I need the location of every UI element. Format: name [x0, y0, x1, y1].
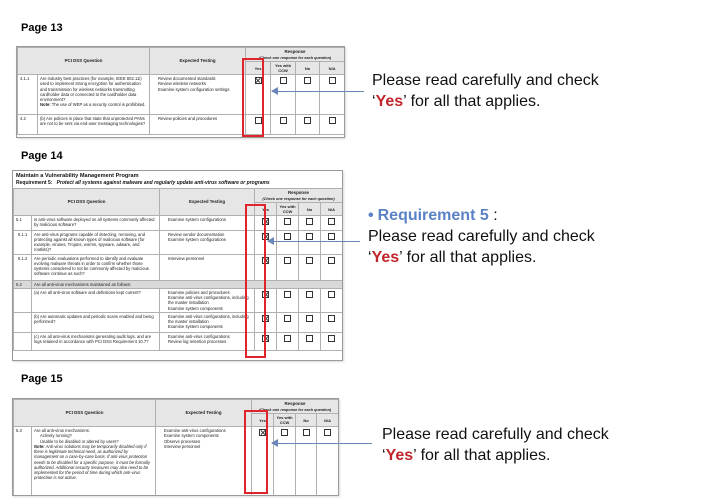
- row-number: 5.1.2: [14, 254, 32, 280]
- row-testing: • Examine system configurations: [160, 216, 255, 231]
- row-question: Are all anti-virus mechanisms maintained as follows:: [32, 280, 343, 288]
- na-checkbox[interactable]: [329, 117, 336, 124]
- page-14-document: [12, 170, 343, 361]
- header-yes: Yes: [255, 203, 277, 216]
- page-15-label: Page 15: [21, 373, 63, 385]
- yes-ccw-checkbox[interactable]: [284, 218, 291, 225]
- page-15-table: [13, 399, 339, 496]
- table-row: [14, 427, 339, 496]
- header-response: Response (Check one response for each question): [255, 189, 343, 203]
- no-checkbox[interactable]: [304, 117, 311, 124]
- header-na: N/A: [320, 62, 345, 75]
- no-checkbox[interactable]: [306, 233, 313, 240]
- table-row: [14, 288, 343, 312]
- row-testing: • Examine anti-virus configurations • Review log retention processes: [160, 332, 255, 350]
- page-13-document: [16, 46, 345, 138]
- na-checkbox[interactable]: [328, 335, 335, 342]
- yes-ccw-checkbox[interactable]: [280, 77, 287, 84]
- header-question: PCI DSS Question: [14, 189, 160, 216]
- page-14-table: [13, 188, 343, 351]
- table-row: [14, 254, 343, 280]
- bullet-icon: •: [368, 207, 374, 224]
- na-checkbox[interactable]: [328, 257, 335, 264]
- no-checkbox[interactable]: [306, 335, 313, 342]
- row-testing: • Examine anti-virus configurations • Examine system components • Observe processes • Interview personnel: [156, 427, 252, 496]
- table-row: [14, 230, 343, 254]
- page-14-label: Page 14: [21, 150, 63, 162]
- table-row: [14, 332, 343, 350]
- na-checkbox[interactable]: [328, 233, 335, 240]
- header-response: Response (Check one response for each question): [246, 48, 345, 62]
- callout-line-2: ‘Yes’ for all that applies.: [368, 249, 537, 266]
- header-response: Response (Check one response for each question): [252, 400, 339, 414]
- arrow-icon: [268, 241, 360, 242]
- table-row: [18, 115, 345, 135]
- row-question: Are all anti-virus mechanisms: • Actively running? • Unable to be disabled or altered by users? Note: Anti-virus solutions may be temporarily disabled only if there is legitimate technical need, as authorized by management on a case-by-case basis. If anti-virus protection needs to be disabled for a specific purpose, it must be formally authorized. Additional security measures may also need to be implemented for the period of time during which anti-virus protection is not active.: [32, 427, 156, 496]
- header-no: No: [296, 414, 317, 427]
- table-row: [14, 280, 343, 288]
- na-checkbox[interactable]: [324, 429, 331, 436]
- arrow-icon: [272, 443, 372, 444]
- na-checkbox[interactable]: [328, 291, 335, 298]
- header-no: No: [299, 203, 321, 216]
- callout-line-2: ‘Yes’ for all that applies.: [372, 93, 541, 110]
- row-testing: • Interview personnel: [160, 254, 255, 280]
- yes-ccw-checkbox[interactable]: [284, 257, 291, 264]
- header-no: No: [296, 62, 320, 75]
- header-testing: Expected Testing: [156, 400, 252, 427]
- row-question: (b) Are automatic updates and periodic scans enabled and being performed?: [32, 312, 160, 332]
- yes-ccw-checkbox[interactable]: [284, 315, 291, 322]
- yes-ccw-checkbox[interactable]: [280, 117, 287, 124]
- yes-ccw-checkbox[interactable]: [284, 233, 291, 240]
- row-number: 5.2: [14, 280, 32, 288]
- row-question: (b) Are policies in place that state that unprotected PANs are not to be sent via end-user messaging technologies?: [38, 115, 150, 135]
- row-question: Are periodic evaluations performed to identify and evaluate evolving malware threats in order to confirm whether those systems considered to not be commonly affected by malicious software continue as such?: [32, 254, 160, 280]
- arrow-icon: [272, 91, 364, 92]
- row-testing: • Review vendor documentation • Examine system configurations: [160, 230, 255, 254]
- row-number: 5.1.1: [14, 230, 32, 254]
- row-testing: • Examine anti-virus configurations, including the master installation • Examine system components: [160, 312, 255, 332]
- no-checkbox[interactable]: [304, 77, 311, 84]
- yes-column-highlight-p14: [245, 204, 266, 358]
- row-number: 5.3: [14, 427, 32, 496]
- header-testing: Expected Testing: [160, 189, 255, 216]
- row-question: (a) Are all anti-virus software and definitions kept current?: [32, 288, 160, 312]
- callout-page-13: [372, 70, 702, 112]
- callout-line-1: Please read carefully and check: [382, 426, 609, 443]
- header-testing: Expected Testing: [150, 48, 246, 75]
- requirement-callout: • Requirement 5 :: [368, 207, 498, 224]
- no-checkbox[interactable]: [306, 257, 313, 264]
- no-checkbox[interactable]: [306, 291, 313, 298]
- no-checkbox[interactable]: [306, 315, 313, 322]
- na-checkbox[interactable]: [329, 77, 336, 84]
- header-question: PCI DSS Question: [14, 400, 156, 427]
- yes-ccw-checkbox[interactable]: [281, 429, 288, 436]
- table-row: [14, 216, 343, 231]
- header-yes-ccw: Yes with CCW: [277, 203, 299, 216]
- yes-ccw-checkbox[interactable]: [284, 335, 291, 342]
- callout-line-2: ‘Yes’ for all that applies.: [382, 447, 551, 464]
- row-testing: • Examine policies and procedures • Examine anti-virus configurations, including the master installation • Examine system components: [160, 288, 255, 312]
- header-yes: Yes: [252, 414, 274, 427]
- yes-ccw-checkbox[interactable]: [284, 291, 291, 298]
- row-question: Are anti-virus programs capable of detecting, removing, and protecting against all known types of malicious software (for example, viruses, Trojans, worms, spyware, adware, and rootkits)?: [32, 230, 160, 254]
- callout-line-1: Please read carefully and check: [368, 228, 595, 245]
- header-yes-ccw: Yes with CCW: [271, 62, 296, 75]
- header-question: PCI DSS Question: [18, 48, 150, 75]
- yes-column-highlight-p15: [244, 410, 268, 494]
- no-checkbox[interactable]: [303, 429, 310, 436]
- page-13-label: Page 13: [21, 22, 63, 34]
- header-na: N/A: [321, 203, 343, 216]
- row-question: Is anti-virus software deployed on all systems commonly affected by malicious software?: [32, 216, 160, 231]
- table-row: [18, 75, 345, 115]
- no-checkbox[interactable]: [306, 218, 313, 225]
- na-checkbox[interactable]: [328, 218, 335, 225]
- row-number: 4.2: [18, 115, 38, 135]
- requirement-heading: Requirement 5: Protect all systems against malware and regularly update anti-virus software or programs: [16, 180, 270, 186]
- row-number: 4.1.1: [18, 75, 38, 115]
- yes-column-highlight-p13: [242, 58, 264, 137]
- header-yes: Yes: [246, 62, 271, 75]
- callout-line-1: Please read carefully and check: [372, 72, 599, 89]
- row-question: (c) Are all anti-virus mechanisms generating audit logs, and are logs retained in accordance with PCI DSS Requirement 10.7?: [32, 332, 160, 350]
- section-title: Maintain a Vulnerability Management Program: [16, 173, 139, 179]
- row-testing: • Review documented standards • Review wireless networks • Examine system configuration settings: [150, 75, 246, 115]
- header-yes-ccw: Yes with CCW: [274, 414, 296, 427]
- callout-page-15: [382, 424, 712, 466]
- row-testing: • Review policies and procedures: [150, 115, 246, 135]
- row-question: Are industry best practices (for example, IEEE 802.11i) used to implement strong encryption for authentication and transmission for wireless networks transmitting cardholder data or connected to the cardholder data environment? Note: The use of WEP as a security control is prohibited.: [38, 75, 150, 115]
- row-number: 5.1: [14, 216, 32, 231]
- callout-page-14: [368, 205, 708, 268]
- table-row: [14, 312, 343, 332]
- header-na: N/A: [317, 414, 339, 427]
- na-checkbox[interactable]: [328, 315, 335, 322]
- page-15-document: [12, 398, 339, 496]
